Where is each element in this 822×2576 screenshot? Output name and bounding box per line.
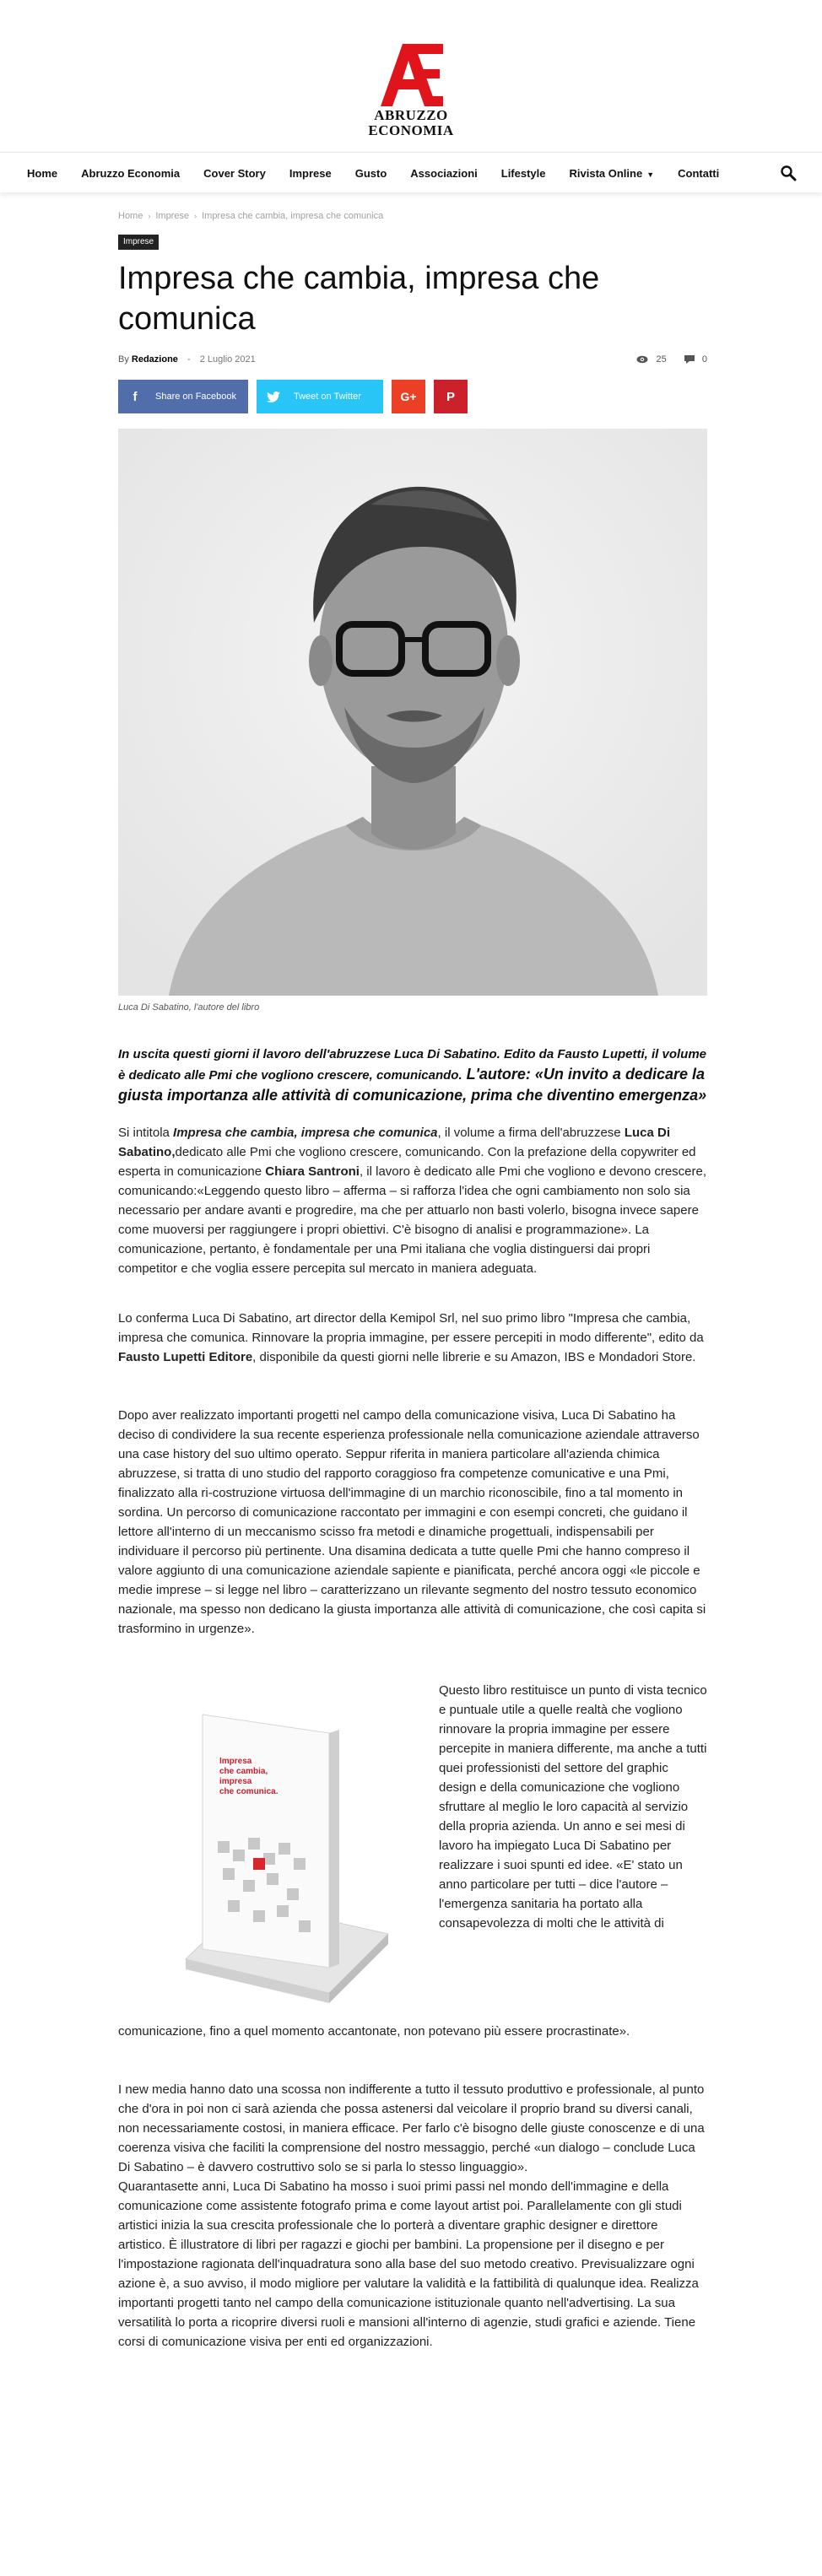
share-twitter-button[interactable] xyxy=(257,380,383,413)
breadcrumb xyxy=(118,211,707,223)
logo-line-2: ECONOMIA xyxy=(368,122,454,138)
book-cover-title: Impresa xyxy=(219,1757,252,1766)
p2-part-c: , disponibile da questi giorni nelle librerie e su Amazon, IBS e Mondadori Store. xyxy=(252,1350,696,1364)
share-facebook-label: Share on Facebook xyxy=(155,392,237,402)
book-cover-title-line2: che cambia, xyxy=(219,1767,268,1776)
article-lead xyxy=(118,1045,707,1106)
p1-part-c: , il volume a firma dell'abruzzese xyxy=(437,1126,625,1140)
book-cover-title-line4: che comunica. xyxy=(219,1787,279,1796)
p2-part-a: Lo conferma Luca Di Sabatino, art director della Kemipol Srl, nel suo primo libro "Impresa che cambia, impresa che comunica. Rinnovare la propria immagine, per essere percepiti in modo differente", edito da xyxy=(118,1311,704,1345)
logo-line-1: ABRUZZO xyxy=(374,107,448,123)
book-section xyxy=(118,1681,707,2018)
image-caption: Luca Di Sabatino, l'autore del libro xyxy=(118,1002,260,1013)
category-badge[interactable]: Imprese xyxy=(118,235,159,250)
p1-preface-author: Chiara Santroni xyxy=(265,1164,360,1179)
meta-author[interactable]: Redazione xyxy=(131,354,178,365)
comments-count[interactable]: 0 xyxy=(701,354,707,365)
breadcrumb-current: Impresa che cambia, impresa che comunica xyxy=(202,211,384,221)
share-googleplus-button[interactable] xyxy=(392,380,425,413)
site-header xyxy=(0,0,822,152)
book-section-text: Questo libro restituisce un punto di vista tecnico e puntuale utile a quelle realtà che vogliono rinnovare la propria immagine per essere percepite in maniera differente, ma anche a tutti quei professionisti del settore del graphic design e della comunicazione che vogliono sfruttare al meglio le loro capacità al servizio della propria azienda. Un anno e sei mesi di lavoro ha impiegato Luca Di Sabatino per realizzare i suoi spunti ed idee. «E' stato un anno particolare per tutti – dice l'autore – l'emergenza sanitaria ha portato alla consapevolezza di molti che le attività di xyxy=(439,1683,707,1931)
meta-stats xyxy=(631,354,707,365)
p1-part-e: dedicato alle Pmi che vogliono crescere, comunicando. Con la prefazione della copywriter ed esperta in comunicazione xyxy=(118,1145,696,1179)
p1-book-title: Impresa che cambia, impresa che comunica xyxy=(173,1126,438,1140)
article-title: Impresa che cambia, impresa che comunica xyxy=(118,261,600,337)
book-cover-image xyxy=(118,1681,414,2018)
chevron-down-icon: ▼ xyxy=(646,170,655,179)
paragraph-1 xyxy=(118,1123,707,1278)
book-section-text-tail: comunicazione, fino a quel momento accantonate, non potevano più essere procrastinate». xyxy=(118,2024,630,2039)
paragraph-3: Dopo aver realizzato importanti progetti nel campo della comunicazione visiva, Luca Di Sabatino ha deciso di condividere la sua recente esperienza professionale nella comunicazione aziendale attraverso una case history del suo ultimo operato. Seppur riferita in maniera particolare all'azienda chimica abruzzese, si tratta di uno studio del rapporto coraggioso fra competenze comunicative e una Pmi, finalizzato alla ri-costruzione virtuosa dell'immagine di un marchio riconoscibile, fino a tal momento in sordina. Un percorso di comunicazione raccontato per immagini e con esempi concreti, che guidano il lettore all'interno di un meccanismo scisso fra metodi e dinamiche progettuali, indispensabili per individuare il percorso più pertinente. Una disamina dedicata a tutte quelle Pmi che hanno compreso il valore aggiunto di una comunicazione aziendale sapiente e pianificata, perché ancora oggi «le piccole e medie imprese – si legge nel libro – caratterizzano un rilevante segmento del nostro tessuto economico nazionale, ma spesso non dedicano la giusta importanza alle attività di comunicazione, che così capita si trasformino in urgenze». xyxy=(118,1408,706,1636)
p1-author-name: Luca Di Sabatino, xyxy=(118,1126,671,1159)
twitter-icon xyxy=(257,380,290,413)
eye-icon xyxy=(636,354,651,365)
nav-item-cover-story[interactable]: Cover Story xyxy=(203,166,266,180)
nav-item-gusto[interactable]: Gusto xyxy=(354,166,387,180)
meta-by: By xyxy=(118,354,129,365)
breadcrumb-home[interactable]: Home xyxy=(118,211,143,221)
search-icon[interactable] xyxy=(780,165,797,181)
facebook-icon: f xyxy=(132,389,138,404)
article-content xyxy=(118,192,707,2352)
pinterest-icon: P xyxy=(446,389,455,404)
lead-part-1: In uscita questi giorni il lavoro dell'abruzzese Luca Di Sabatino. Edito da Fausto Lupetti, il volume è dedicato alle Pmi che vogliono crescere, comunicando. xyxy=(118,1047,707,1083)
share-facebook-button[interactable] xyxy=(118,380,248,413)
share-twitter-label: Tweet on Twitter xyxy=(294,392,361,402)
nav-item-lifestyle[interactable]: Lifestyle xyxy=(500,166,546,180)
hero-portrait-image xyxy=(118,429,707,996)
breadcrumb-category[interactable]: Imprese xyxy=(155,211,190,221)
paragraph-2 xyxy=(118,1309,707,1367)
nav-item-rivista-online[interactable] xyxy=(558,167,667,180)
nav-item-rivista-online-label: Rivista Online xyxy=(569,166,643,180)
paragraph-5: I new media hanno dato una scossa non indifferente a tutto il tessuto produttivo e professionale, al punto che d'ora in poi non ci sarà azienda che possa astenersi dal veicolare il proprio brand su diversi canali, non necessariamente costosi, in maniera efficace. Per farlo c'è bisogno delle giuste conoscenze e di una coerenza visiva che faciliti la comprensione del nostro messaggio, perché «un dialogo – conclude Luca Di Sabatino – è davvero costruttivo solo se si parla lo stesso linguaggio». xyxy=(118,2082,705,2174)
article-meta xyxy=(118,354,707,368)
nav-item-contatti[interactable]: Contatti xyxy=(678,166,720,180)
breadcrumb-separator-icon: › xyxy=(148,212,151,220)
lead-part-2: L'autore: «Un invito a dedicare la giusta importanza alle attività di comunicazione, prima che diventino emergenza» xyxy=(118,1066,707,1104)
site-logo[interactable] xyxy=(363,41,459,142)
paragraph-6: Quarantasette anni, Luca Di Sabatino ha mosso i suoi primi passi nel mondo dell'immagine e della comunicazione come assistente fotografo prima e come layout artist poi. Parallelamente con gli studi artistici inizia la sua crescita professionale che lo porterà a diventare graphic designer e direttore artistico. È illustratore di libri per ragazzi e giochi per bambini. La propensione per il disegno e per l'impostazione ragionata dell'inquadratura sono alla base del suo metodo creativo. Previsualizzare ogni azione è, a suo avviso, il modo migliore per valutare la validità e la fattibilità di qualunque idea. Realizza importanti progetti tanto nel campo della comunicazione istituzionale quanto nell'advertising. La sua versatilità lo porta a ricoprire diversi ruoli e mansioni all'interno di agenzie, studi grafici e aziende. Tiene corsi di comunicazione visiva per enti ed organizzazioni. xyxy=(118,2179,699,2349)
nav-item-home[interactable]: Home xyxy=(27,166,58,180)
book-cover-title-line3: impresa xyxy=(219,1777,252,1786)
logo-mark xyxy=(377,41,445,108)
p2-publisher: Fausto Lupetti Editore xyxy=(118,1350,253,1364)
comment-icon[interactable] xyxy=(684,354,697,365)
views-count: 25 xyxy=(656,354,667,365)
nav-item-abruzzo-economia[interactable]: Abruzzo Economia xyxy=(81,166,181,180)
google-plus-icon: G+ xyxy=(400,390,417,403)
breadcrumb-separator-icon: › xyxy=(194,212,197,220)
p1-part-g: , il lavoro è dedicato alle Pmi che vogliono e devono crescere, comunicando:«Leggendo questo libro – afferma – si rafforza l'idea che ogni cambiamento non solo sia necessario per andare avanti e progredire, ma che per attuarlo non basti volerlo, bisogna invece sapere come muoversi per raggiungere i propri obiettivi. C'è bisogno di analisi e programmazione». La comunicazione, pertanto, è fondamentale per una Pmi italiana che voglia distinguersi dai propri competitor e che voglia essere percepita sul mercato in maniera adeguata. xyxy=(118,1164,707,1276)
nav-item-imprese[interactable]: Imprese xyxy=(289,166,332,180)
meta-separator: - xyxy=(187,354,191,365)
nav-item-associazioni[interactable]: Associazioni xyxy=(410,166,478,180)
share-pinterest-button[interactable] xyxy=(434,380,468,413)
main-nav xyxy=(0,152,822,192)
share-buttons xyxy=(118,380,707,413)
p1-part-a: Si intitola xyxy=(118,1126,174,1140)
meta-date: 2 Luglio 2021 xyxy=(199,354,256,365)
nav-list xyxy=(27,153,731,193)
